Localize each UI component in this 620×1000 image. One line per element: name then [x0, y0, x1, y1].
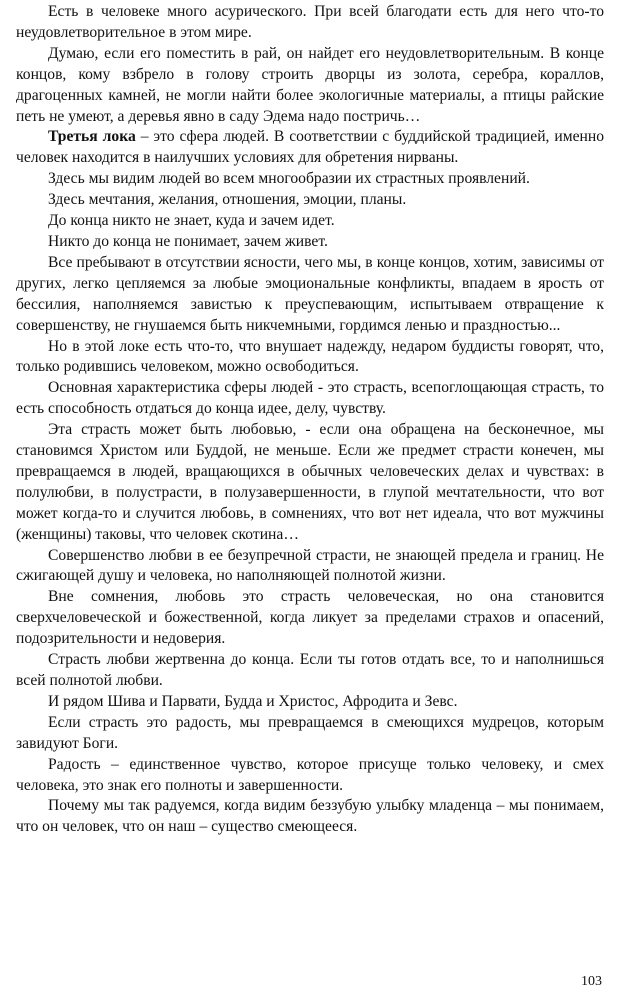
- paragraph: Есть в человеке много асурического. При всей благодати есть для него что-то неудовлетворительное в этом мире.: [16, 3, 604, 41]
- paragraph-text: – это сфера людей. В соответствии с буддийской традицией, именно человек находится в наилучших условиях для обретения нирваны.: [16, 128, 604, 167]
- paragraph: Если страсть это радость, мы превращаемся в смеющихся мудрецов, которым завидуют Боги.: [16, 713, 604, 752]
- paragraph: Все пребывают в отсутствии ясности, чего мы, в конце концов, хотим, зависимы от других, легко цепляемся за любые эмоциональные конфликты, впадаем в ярость от бессилия, наполняемся завистью к преуспевающим, испытываем отвращение к совершенству, не гнушаемся быть никчемными, гордимся ленью и праздностью...: [16, 253, 604, 334]
- paragraph: Но в этой локе есть что-то, что внушает надежду, недаром буддисты говорят, что, только родившись человеком, можно освободиться.: [16, 337, 604, 376]
- paragraph: Совершенство любви в ее безупречной страсти, не знающей предела и границ. Не сжигающей душу и человека, но наполняющей полнотой жизни.: [16, 546, 604, 585]
- paragraph: До конца никто не знает, куда и зачем идет.: [48, 212, 335, 230]
- paragraph: И рядом Шива и Парвати, Будда и Христос, Афродита и Зевс.: [48, 692, 458, 710]
- paragraph: Радость – единственное чувство, которое присуще только человеку, и смех человека, это знак его полноты и завершенности.: [16, 755, 604, 794]
- paragraph: Вне сомнения, любовь это страсть человеческая, но она становится сверхчеловеческой и божественной, когда ликует за пределами страхов и опасений, подозрительности и недоверия.: [16, 588, 604, 648]
- page-number: 103: [581, 974, 602, 989]
- term-bold: Третья лока: [48, 128, 136, 146]
- body-text: [16, 2, 604, 838]
- paragraph: Страсть любви жертвенна до конца. Если ты готов отдать все, то и наполнишься всей полнотой любви.: [16, 651, 604, 689]
- paragraph: [16, 127, 604, 169]
- paragraph: Здесь мы видим людей во всем многообразии их страстных проявлений.: [48, 170, 530, 188]
- paragraph: Никто до конца не понимает, зачем живет.: [48, 232, 328, 250]
- paragraph: Эта страсть может быть любовью, - если она обращена на бесконечное, мы становимся Христом или Буддой, не меньше. Если же предмет страсти конечен, мы превращаемся в людей, вращающихся в обычных человеческих делах и чувствах: в полулюбви, в полустрасти, в полузавершенности, в глупой мечтательности, что вот может когда-то и случится любовь, в сомнениях, что вот нет идеала, что вот мужчины (женщины) таковы, что человек скотина…: [16, 421, 604, 543]
- paragraph: Основная характеристика сферы людей - это страсть, всепоглощающая страсть, то есть способность отдаться до конца идее, делу, чувству.: [16, 379, 604, 418]
- paragraph: Почему мы так радуемся, когда видим беззубую улыбку младенца – мы понимаем, что он человек, что он наш – существо смеющееся.: [16, 797, 604, 836]
- paragraph: Здесь мечтания, желания, отношения, эмоции, планы.: [48, 191, 407, 209]
- paragraph: Думаю, если его поместить в рай, он найдет его неудовлетворительным. В конце концов, кому взбрело в голову строить дворцы из золота, серебра, кораллов, драгоценных камней, не могли найти более экологичные материалы, а птицы райские петь не умеют, а деревья явно в саду Эдема надо постричь…: [16, 44, 604, 125]
